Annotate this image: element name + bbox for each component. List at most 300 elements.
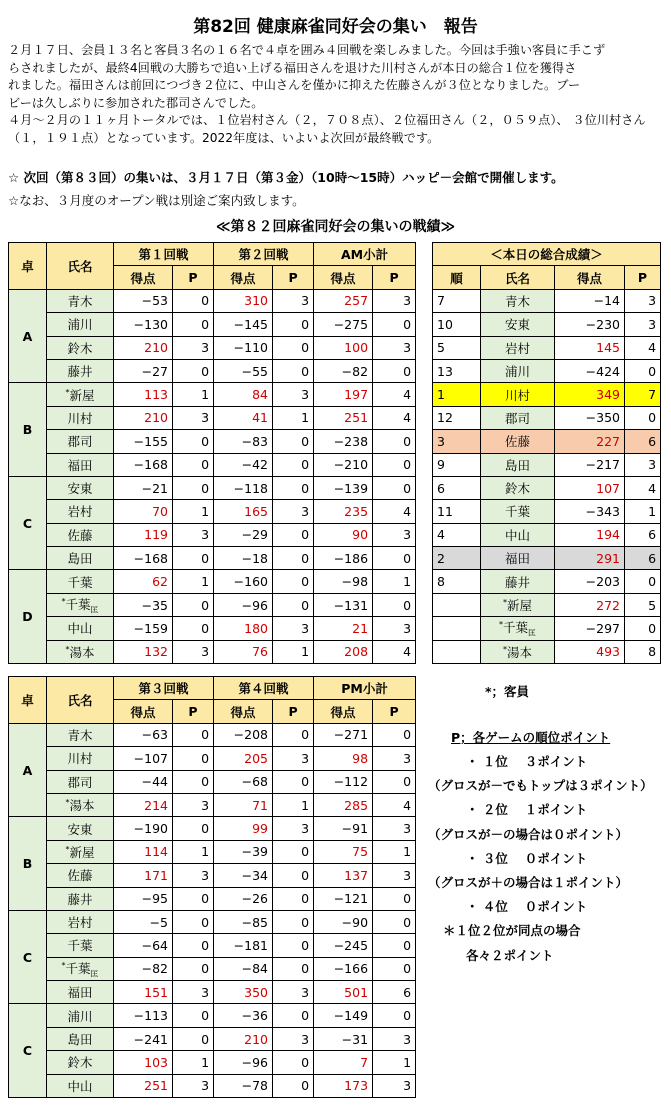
player-name xyxy=(481,359,555,382)
total-point-cell: 6 xyxy=(625,523,661,546)
rank-cell xyxy=(433,617,481,640)
player-name-text: 川村 xyxy=(67,410,93,426)
player-name xyxy=(47,1004,114,1027)
name-header: 氏名 xyxy=(481,266,555,289)
total-score-cell: 349 xyxy=(555,383,625,406)
point-cell: 0 xyxy=(273,359,314,382)
score-cell: 285 xyxy=(314,793,373,816)
table-row xyxy=(9,547,416,570)
results-subtitle: ≪第８２回麻雀同好会の集いの戦績≫ xyxy=(215,219,456,235)
table-label: B xyxy=(9,383,47,477)
intro-line: ４月～２月の１１ヶ月トータルでは、１位岩村さん（２，７０８点）、２位福田さん（２，０５９点）、 ３位川村さん xyxy=(8,113,646,127)
guest-mark: * xyxy=(502,597,507,607)
total-score-cell: −350 xyxy=(555,406,625,429)
rank-cell: 8 xyxy=(433,570,481,593)
table-col-header: 卓 xyxy=(9,677,47,724)
summary-header-row xyxy=(433,266,661,289)
point-cell: 0 xyxy=(373,430,416,453)
point-cell: 3 xyxy=(273,500,314,523)
score-cell: −131 xyxy=(314,593,373,616)
total-score-cell: 194 xyxy=(555,523,625,546)
score-cell: −36 xyxy=(214,1004,273,1027)
table-row xyxy=(9,593,416,616)
total-point-cell: 0 xyxy=(625,406,661,429)
point-cell: 3 xyxy=(373,617,416,640)
score-cell: 103 xyxy=(114,1051,173,1074)
score-cell: 114 xyxy=(114,840,173,863)
player-name xyxy=(47,547,114,570)
score-cell: −42 xyxy=(214,453,273,476)
total-score-cell: −14 xyxy=(555,289,625,312)
total-score-cell: −297 xyxy=(555,617,625,640)
score-cell: 180 xyxy=(214,617,273,640)
table-label: A xyxy=(9,289,47,383)
point-cell: 0 xyxy=(273,336,314,359)
player-name xyxy=(481,476,555,499)
player-name-text: 川村 xyxy=(504,387,530,403)
player-name xyxy=(47,523,114,546)
score-cell: 173 xyxy=(314,1074,373,1097)
score-cell: 90 xyxy=(314,523,373,546)
point-header: P xyxy=(273,266,314,289)
player-name xyxy=(47,453,114,476)
point-cell: 0 xyxy=(173,289,214,312)
summary-row xyxy=(433,313,661,336)
table-label: D xyxy=(9,570,47,664)
score-cell: −166 xyxy=(314,957,373,980)
point-cell: 0 xyxy=(173,934,214,957)
point-cell: 0 xyxy=(173,817,214,840)
player-name-text: 郡司 xyxy=(67,774,93,790)
score-cell: 210 xyxy=(214,1027,273,1050)
point-cell: 3 xyxy=(173,406,214,429)
score-header: 得点 xyxy=(214,266,273,289)
game-header: 第４回戦 xyxy=(214,677,314,700)
score-cell: −113 xyxy=(114,1004,173,1027)
score-cell: −31 xyxy=(314,1027,373,1050)
score-header: 得点 xyxy=(314,700,373,723)
score-cell: 171 xyxy=(114,864,173,887)
point-cell: 3 xyxy=(173,793,214,816)
table-row xyxy=(9,957,416,980)
point-header: P xyxy=(373,700,416,723)
score-header: 得点 xyxy=(114,266,173,289)
score-cell: −107 xyxy=(114,747,173,770)
player-name-text: 湯本 xyxy=(69,644,95,660)
table-label: A xyxy=(9,723,47,817)
points-note-line: （グロスが－でもトップは３ポイント） xyxy=(428,778,653,794)
player-name-text: 川村 xyxy=(67,751,93,767)
point-cell: 3 xyxy=(373,817,416,840)
point-cell: 0 xyxy=(173,910,214,933)
point-header: P xyxy=(625,266,661,289)
player-name xyxy=(47,1051,114,1074)
score-cell: −160 xyxy=(214,570,273,593)
rank-cell xyxy=(433,593,481,616)
point-cell: 3 xyxy=(173,864,214,887)
player-name-text: 新屋 xyxy=(69,844,95,860)
score-cell: 208 xyxy=(314,640,373,663)
header-row xyxy=(9,243,416,266)
point-cell: 0 xyxy=(373,1004,416,1027)
name-col-header: 氏名 xyxy=(47,677,114,724)
player-name xyxy=(47,1074,114,1097)
player-name-text: 中山 xyxy=(504,527,530,543)
player-name xyxy=(481,453,555,476)
total-point-cell: 3 xyxy=(625,313,661,336)
point-cell: 0 xyxy=(273,723,314,746)
player-name xyxy=(47,910,114,933)
rank-cell: 10 xyxy=(433,313,481,336)
point-cell: 1 xyxy=(173,500,214,523)
score-cell: 75 xyxy=(314,840,373,863)
player-name xyxy=(47,981,114,1004)
total-point-cell: 0 xyxy=(625,617,661,640)
player-name-text: 千葉 xyxy=(67,574,93,590)
point-cell: 0 xyxy=(173,747,214,770)
score-cell: −26 xyxy=(214,887,273,910)
summary-row xyxy=(433,406,661,429)
player-name xyxy=(47,336,114,359)
summary-row xyxy=(433,617,661,640)
point-cell: 0 xyxy=(373,887,416,910)
score-cell: −29 xyxy=(214,523,273,546)
player-name xyxy=(47,723,114,746)
point-cell: 0 xyxy=(273,910,314,933)
score-cell: −96 xyxy=(214,1051,273,1074)
player-name-text: 中山 xyxy=(67,1078,93,1094)
guest-mark: * xyxy=(61,596,66,606)
score-header: 得点 xyxy=(114,700,173,723)
player-name-text: 佐藤 xyxy=(67,527,93,543)
point-cell: 0 xyxy=(273,547,314,570)
table-row xyxy=(9,406,416,429)
rank-cell: 4 xyxy=(433,523,481,546)
total-score-cell: 145 xyxy=(555,336,625,359)
score-cell: −21 xyxy=(114,476,173,499)
player-name-text: 青木 xyxy=(504,293,530,309)
player-name xyxy=(47,593,114,616)
game-header: 第１回戦 xyxy=(114,243,214,266)
player-name-text: 岩村 xyxy=(67,504,93,520)
score-cell: 99 xyxy=(214,817,273,840)
player-name-text: 鈴木 xyxy=(67,1055,93,1071)
table-row xyxy=(9,1027,416,1050)
point-cell: 0 xyxy=(273,476,314,499)
player-name-text: 福田 xyxy=(504,551,530,567)
summary-row xyxy=(433,500,661,523)
player-name-text: 安東 xyxy=(67,481,93,497)
player-name xyxy=(47,476,114,499)
total-score-cell: 107 xyxy=(555,476,625,499)
point-cell: 4 xyxy=(373,793,416,816)
table-row xyxy=(9,747,416,770)
summary-row xyxy=(433,547,661,570)
point-cell: 0 xyxy=(273,934,314,957)
point-cell: 0 xyxy=(173,617,214,640)
name-suffix: 匡 xyxy=(528,628,536,638)
point-cell: 3 xyxy=(173,336,214,359)
score-cell: −84 xyxy=(214,957,273,980)
game-header: 第３回戦 xyxy=(114,677,214,700)
point-header: P xyxy=(373,266,416,289)
player-name-text: 千葉 xyxy=(65,960,91,976)
point-cell: 0 xyxy=(273,840,314,863)
player-name-text: 島田 xyxy=(67,1032,93,1048)
point-cell: 0 xyxy=(173,359,214,382)
player-name-text: 安東 xyxy=(67,821,93,837)
score-cell: −208 xyxy=(214,723,273,746)
score-cell: −53 xyxy=(114,289,173,312)
score-cell: 257 xyxy=(314,289,373,312)
player-name-text: 千葉 xyxy=(67,938,93,954)
rank-cell: 5 xyxy=(433,336,481,359)
score-cell: −35 xyxy=(114,593,173,616)
total-point-cell: 4 xyxy=(625,336,661,359)
player-name xyxy=(47,747,114,770)
player-name xyxy=(481,593,555,616)
points-note-line: ・ ３位 ０ポイント xyxy=(466,850,588,866)
point-cell: 4 xyxy=(373,500,416,523)
table-col-header: 卓 xyxy=(9,243,47,290)
total-score-cell: 227 xyxy=(555,430,625,453)
points-note-line: ・ ４位 ０ポイント xyxy=(466,899,588,915)
score-cell: 165 xyxy=(214,500,273,523)
score-cell: −5 xyxy=(114,910,173,933)
score-cell: 235 xyxy=(314,500,373,523)
point-cell: 0 xyxy=(173,723,214,746)
score-cell: −271 xyxy=(314,723,373,746)
player-name xyxy=(47,359,114,382)
player-name-text: 青木 xyxy=(67,293,93,309)
score-cell: −110 xyxy=(214,336,273,359)
score-cell: −27 xyxy=(114,359,173,382)
score-cell: 197 xyxy=(314,383,373,406)
point-cell: 0 xyxy=(173,593,214,616)
score-cell: 251 xyxy=(114,1074,173,1097)
total-point-cell: 3 xyxy=(625,453,661,476)
point-cell: 0 xyxy=(273,593,314,616)
score-cell: 210 xyxy=(114,406,173,429)
point-cell: 0 xyxy=(373,476,416,499)
player-name xyxy=(47,289,114,312)
total-point-cell: 6 xyxy=(625,547,661,570)
player-name xyxy=(47,570,114,593)
point-cell: 0 xyxy=(173,430,214,453)
player-name xyxy=(481,547,555,570)
score-cell: −85 xyxy=(214,910,273,933)
score-cell: 205 xyxy=(214,747,273,770)
total-score-cell: −230 xyxy=(555,313,625,336)
player-name-text: 福田 xyxy=(67,985,93,1001)
am-results-table xyxy=(8,242,416,664)
table-row xyxy=(9,453,416,476)
player-name-text: 島田 xyxy=(67,551,93,567)
player-name xyxy=(47,640,114,663)
score-cell: 113 xyxy=(114,383,173,406)
player-name xyxy=(47,1027,114,1050)
player-name-text: 藤井 xyxy=(67,891,93,907)
summary-row xyxy=(433,336,661,359)
total-point-cell: 1 xyxy=(625,500,661,523)
point-cell: 4 xyxy=(373,406,416,429)
score-cell: −39 xyxy=(214,840,273,863)
rank-cell: 9 xyxy=(433,453,481,476)
summary-row xyxy=(433,453,661,476)
rank-header: 順 xyxy=(433,266,481,289)
table-label: C xyxy=(9,476,47,570)
table-row xyxy=(9,500,416,523)
point-cell: 0 xyxy=(273,430,314,453)
rank-cell: 7 xyxy=(433,289,481,312)
player-name-text: 千葉 xyxy=(504,504,530,520)
point-cell: 1 xyxy=(273,640,314,663)
score-cell: −63 xyxy=(114,723,173,746)
summary-table xyxy=(432,242,661,664)
table-row xyxy=(9,1051,416,1074)
score-cell: 251 xyxy=(314,406,373,429)
total-point-cell: 0 xyxy=(625,570,661,593)
point-cell: 4 xyxy=(373,383,416,406)
score-cell: −121 xyxy=(314,887,373,910)
point-cell: 3 xyxy=(373,864,416,887)
point-cell: 4 xyxy=(373,640,416,663)
player-name-text: 中山 xyxy=(67,621,93,637)
table-row xyxy=(9,817,416,840)
summary-row xyxy=(433,640,661,663)
player-name xyxy=(47,313,114,336)
name-suffix: 匡 xyxy=(90,605,99,615)
score-cell: −95 xyxy=(114,887,173,910)
point-cell: 1 xyxy=(273,793,314,816)
rank-cell: 11 xyxy=(433,500,481,523)
points-note-line: ＊１位２位が同点の場合 xyxy=(443,923,581,939)
total-point-cell: 4 xyxy=(625,476,661,499)
point-cell: 1 xyxy=(173,570,214,593)
point-cell: 0 xyxy=(373,957,416,980)
score-cell: 210 xyxy=(114,336,173,359)
point-cell: 0 xyxy=(273,1051,314,1074)
player-name xyxy=(47,500,114,523)
table-row xyxy=(9,476,416,499)
summary-row xyxy=(433,359,661,382)
open-game-notice: ☆なお、３月度のオープン戦は別途ご案内致します。 xyxy=(8,193,305,208)
point-cell: 0 xyxy=(273,887,314,910)
score-header: 得点 xyxy=(555,266,625,289)
player-name-text: 浦川 xyxy=(504,364,530,380)
table-row xyxy=(9,840,416,863)
point-cell: 0 xyxy=(173,887,214,910)
score-cell: −275 xyxy=(314,313,373,336)
player-name-text: 浦川 xyxy=(67,317,93,333)
total-point-cell: 3 xyxy=(625,289,661,312)
total-point-cell: 6 xyxy=(625,430,661,453)
score-cell: −149 xyxy=(314,1004,373,1027)
point-cell: 0 xyxy=(273,1004,314,1027)
player-name xyxy=(481,313,555,336)
player-name xyxy=(481,570,555,593)
point-cell: 3 xyxy=(373,289,416,312)
point-cell: 0 xyxy=(173,547,214,570)
point-cell: 0 xyxy=(173,1027,214,1050)
summary-row xyxy=(433,523,661,546)
score-cell: −130 xyxy=(114,313,173,336)
point-cell: 0 xyxy=(373,453,416,476)
point-cell: 3 xyxy=(273,817,314,840)
rank-cell xyxy=(433,640,481,663)
table-row xyxy=(9,723,416,746)
player-name-text: 岩村 xyxy=(67,915,93,931)
point-cell: 1 xyxy=(173,1051,214,1074)
score-cell: −145 xyxy=(214,313,273,336)
point-cell: 3 xyxy=(273,981,314,1004)
table-row xyxy=(9,336,416,359)
player-name-text: 郡司 xyxy=(67,434,93,450)
point-header: P xyxy=(173,266,214,289)
score-cell: 151 xyxy=(114,981,173,1004)
table-row xyxy=(9,359,416,382)
point-cell: 0 xyxy=(273,313,314,336)
table-row xyxy=(9,617,416,640)
intro-paragraph xyxy=(8,42,664,147)
player-name-text: 郡司 xyxy=(504,410,530,426)
table-row xyxy=(9,934,416,957)
player-name-text: 浦川 xyxy=(67,1008,93,1024)
score-cell: 76 xyxy=(214,640,273,663)
point-cell: 0 xyxy=(273,957,314,980)
summary-row xyxy=(433,289,661,312)
intro-line: れました。福田さんは前回につづき２位に、中山さんを僅かに抑えた佐藤さんが３位となりました。ブー xyxy=(8,78,581,92)
player-name-text: 新屋 xyxy=(506,598,532,614)
point-cell: 0 xyxy=(173,476,214,499)
guest-mark: * xyxy=(65,797,70,807)
score-cell: −241 xyxy=(114,1027,173,1050)
score-cell: −82 xyxy=(314,359,373,382)
points-note-line: （グロスが－の場合は０ポイント） xyxy=(428,826,629,842)
score-cell: 21 xyxy=(314,617,373,640)
point-cell: 0 xyxy=(273,770,314,793)
point-cell: 1 xyxy=(173,840,214,863)
score-cell: 98 xyxy=(314,747,373,770)
score-cell: −139 xyxy=(314,476,373,499)
point-cell: 6 xyxy=(373,981,416,1004)
player-name-text: 青木 xyxy=(67,727,93,743)
score-cell: −190 xyxy=(114,817,173,840)
point-cell: 3 xyxy=(273,383,314,406)
score-cell: 7 xyxy=(314,1051,373,1074)
score-cell: −55 xyxy=(214,359,273,382)
point-cell: 0 xyxy=(173,1004,214,1027)
total-score-cell: −217 xyxy=(555,453,625,476)
score-cell: −238 xyxy=(314,430,373,453)
guest-mark: * xyxy=(65,644,70,654)
rank-cell: 13 xyxy=(433,359,481,382)
player-name-text: 岩村 xyxy=(504,340,530,356)
player-name-text: 藤井 xyxy=(67,364,93,380)
summary-row xyxy=(433,570,661,593)
score-cell: −78 xyxy=(214,1074,273,1097)
rank-cell: 3 xyxy=(433,430,481,453)
score-cell: 71 xyxy=(214,793,273,816)
score-cell: −186 xyxy=(314,547,373,570)
name-col-header: 氏名 xyxy=(47,243,114,290)
summary-row xyxy=(433,383,661,406)
score-cell: −118 xyxy=(214,476,273,499)
point-cell: 1 xyxy=(373,1051,416,1074)
guest-mark: * xyxy=(61,960,66,970)
player-name xyxy=(47,793,114,816)
player-name-text: 安東 xyxy=(504,317,530,333)
